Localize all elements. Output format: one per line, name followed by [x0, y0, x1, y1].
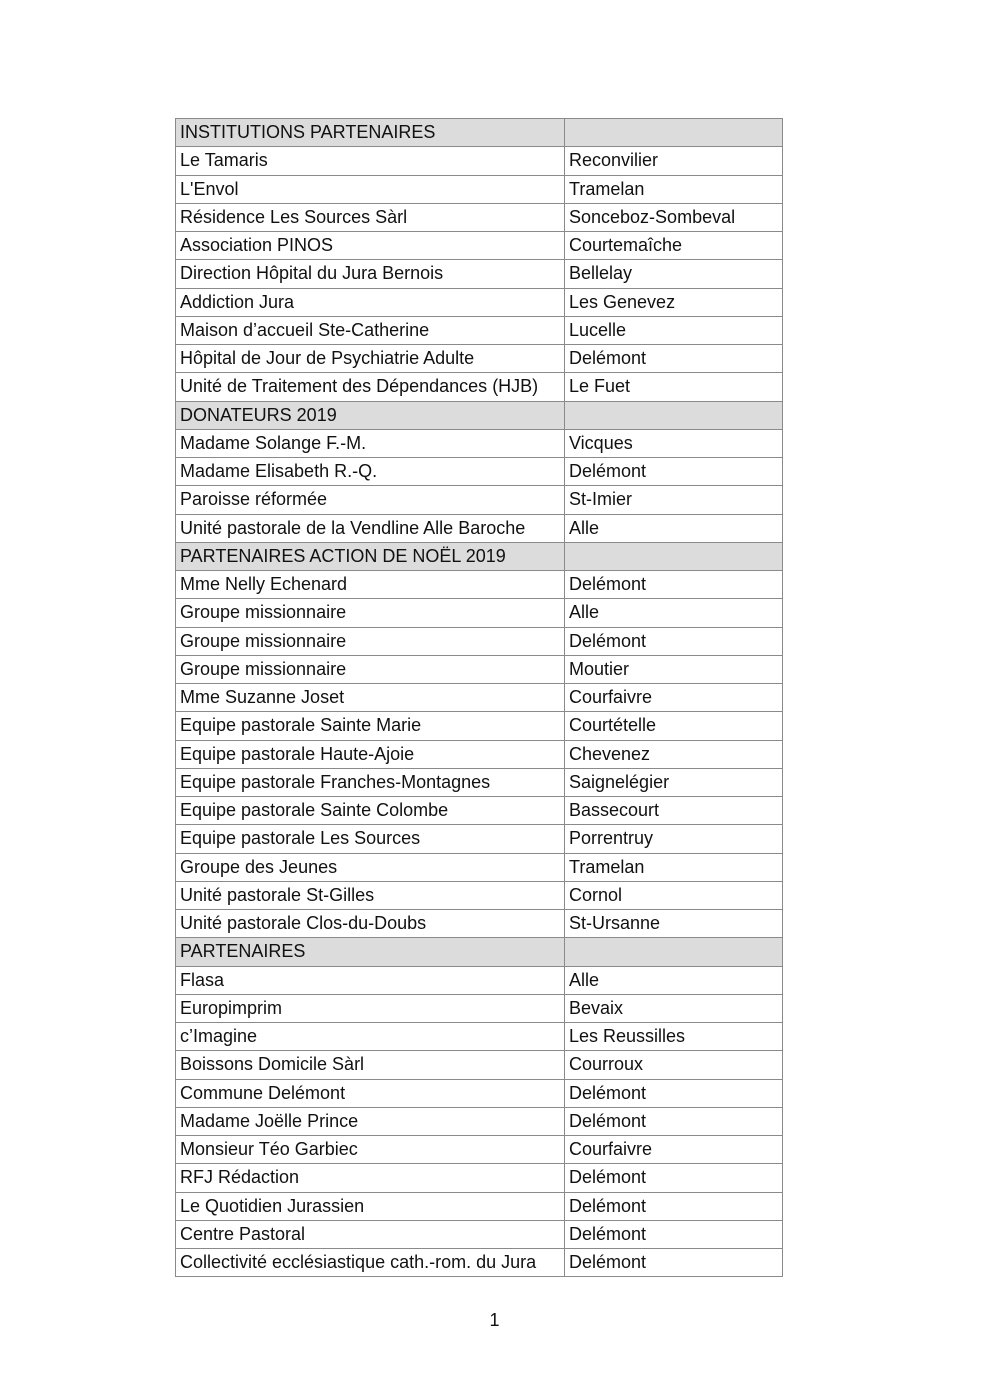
section-title-empty-cell: [565, 938, 783, 966]
table-row: [176, 260, 783, 288]
partner-name-cell: Mme Nelly Echenard: [176, 571, 565, 599]
partners-table-container: [175, 118, 782, 1277]
partner-location-cell: St-Imier: [565, 486, 783, 514]
section-title: DONATEURS 2019: [176, 401, 565, 429]
table-row: [176, 514, 783, 542]
table-row: [176, 203, 783, 231]
section-header-row: [176, 938, 783, 966]
partners-table: [175, 118, 783, 1277]
partner-location-cell: Porrentruy: [565, 825, 783, 853]
partner-location-cell: Tramelan: [565, 853, 783, 881]
partner-name-cell: Unité pastorale Clos-du-Doubs: [176, 910, 565, 938]
page-number: 1: [489, 1310, 500, 1330]
partner-name-cell: Equipe pastorale Sainte Colombe: [176, 797, 565, 825]
table-row: [176, 1079, 783, 1107]
partner-name-cell: Maison d’accueil Ste-Catherine: [176, 316, 565, 344]
partner-name-cell: Collectivité ecclésiastique cath.-rom. du Jura: [176, 1249, 565, 1277]
partner-location-cell: Cornol: [565, 881, 783, 909]
table-row: [176, 655, 783, 683]
table-row: [176, 373, 783, 401]
partner-name-cell: Direction Hôpital du Jura Bernois: [176, 260, 565, 288]
partner-location-cell: Le Fuet: [565, 373, 783, 401]
partner-name-cell: RFJ Rédaction: [176, 1164, 565, 1192]
partner-name-cell: Groupe missionnaire: [176, 627, 565, 655]
partner-name-cell: Addiction Jura: [176, 288, 565, 316]
partner-location-cell: Bellelay: [565, 260, 783, 288]
partner-location-cell: Chevenez: [565, 740, 783, 768]
table-row: [176, 825, 783, 853]
partner-location-cell: Courfaivre: [565, 684, 783, 712]
partner-name-cell: Groupe missionnaire: [176, 599, 565, 627]
section-title: INSTITUTIONS PARTENAIRES: [176, 119, 565, 147]
partner-location-cell: Delémont: [565, 345, 783, 373]
table-row: [176, 1107, 783, 1135]
section-title: PARTENAIRES ACTION DE NOËL 2019: [176, 542, 565, 570]
partner-name-cell: Le Quotidien Jurassien: [176, 1192, 565, 1220]
section-title-empty-cell: [565, 119, 783, 147]
partner-location-cell: Delémont: [565, 1192, 783, 1220]
partner-name-cell: Mme Suzanne Joset: [176, 684, 565, 712]
partner-name-cell: Equipe pastorale Haute-Ajoie: [176, 740, 565, 768]
partner-name-cell: Madame Joëlle Prince: [176, 1107, 565, 1135]
table-row: [176, 232, 783, 260]
table-row: [176, 316, 783, 344]
partner-name-cell: Equipe pastorale Franches-Montagnes: [176, 768, 565, 796]
table-row: [176, 881, 783, 909]
partner-location-cell: Tramelan: [565, 175, 783, 203]
partner-location-cell: Les Genevez: [565, 288, 783, 316]
table-row: [176, 627, 783, 655]
table-row: [176, 1136, 783, 1164]
table-row: [176, 1220, 783, 1248]
partner-location-cell: Saignelégier: [565, 768, 783, 796]
partner-location-cell: Courtételle: [565, 712, 783, 740]
table-row: [176, 797, 783, 825]
partner-name-cell: Commune Delémont: [176, 1079, 565, 1107]
partner-name-cell: Equipe pastorale Sainte Marie: [176, 712, 565, 740]
section-title-empty-cell: [565, 401, 783, 429]
table-row: [176, 1249, 783, 1277]
table-row: [176, 1164, 783, 1192]
partner-name-cell: Unité de Traitement des Dépendances (HJB): [176, 373, 565, 401]
partner-name-cell: Madame Elisabeth R.-Q.: [176, 458, 565, 486]
partner-location-cell: Alle: [565, 966, 783, 994]
partner-location-cell: Courfaivre: [565, 1136, 783, 1164]
partner-name-cell: Association PINOS: [176, 232, 565, 260]
table-row: [176, 429, 783, 457]
partner-location-cell: Bassecourt: [565, 797, 783, 825]
partner-name-cell: Equipe pastorale Les Sources: [176, 825, 565, 853]
table-row: [176, 571, 783, 599]
partner-location-cell: Delémont: [565, 1249, 783, 1277]
table-row: [176, 1051, 783, 1079]
table-row: [176, 147, 783, 175]
table-row: [176, 288, 783, 316]
table-row: [176, 458, 783, 486]
partner-location-cell: Delémont: [565, 1107, 783, 1135]
section-title: PARTENAIRES: [176, 938, 565, 966]
partners-table-body: [176, 119, 783, 1277]
table-row: [176, 345, 783, 373]
partner-location-cell: Lucelle: [565, 316, 783, 344]
table-row: [176, 684, 783, 712]
partner-name-cell: Monsieur Téo Garbiec: [176, 1136, 565, 1164]
table-row: [176, 712, 783, 740]
table-row: [176, 768, 783, 796]
partner-name-cell: Madame Solange F.-M.: [176, 429, 565, 457]
partner-name-cell: c’Imagine: [176, 1023, 565, 1051]
partner-name-cell: Unité pastorale St-Gilles: [176, 881, 565, 909]
partner-location-cell: Sonceboz-Sombeval: [565, 203, 783, 231]
partner-name-cell: Unité pastorale de la Vendline Alle Baroche: [176, 514, 565, 542]
table-row: [176, 994, 783, 1022]
partner-location-cell: Delémont: [565, 458, 783, 486]
partner-location-cell: Delémont: [565, 1079, 783, 1107]
partner-location-cell: Delémont: [565, 627, 783, 655]
partner-name-cell: Centre Pastoral: [176, 1220, 565, 1248]
partner-location-cell: Alle: [565, 599, 783, 627]
partner-location-cell: St-Ursanne: [565, 910, 783, 938]
partner-location-cell: Moutier: [565, 655, 783, 683]
partner-name-cell: Flasa: [176, 966, 565, 994]
partner-name-cell: Résidence Les Sources Sàrl: [176, 203, 565, 231]
table-row: [176, 910, 783, 938]
partner-location-cell: Delémont: [565, 571, 783, 599]
partner-name-cell: Paroisse réformée: [176, 486, 565, 514]
partner-location-cell: Bevaix: [565, 994, 783, 1022]
table-row: [176, 853, 783, 881]
section-header-row: [176, 542, 783, 570]
table-row: [176, 175, 783, 203]
table-row: [176, 740, 783, 768]
section-title-empty-cell: [565, 542, 783, 570]
partner-name-cell: Le Tamaris: [176, 147, 565, 175]
partner-location-cell: Reconvilier: [565, 147, 783, 175]
partner-name-cell: L'Envol: [176, 175, 565, 203]
table-row: [176, 486, 783, 514]
partner-name-cell: Europimprim: [176, 994, 565, 1022]
partner-location-cell: Delémont: [565, 1220, 783, 1248]
section-header-row: [176, 401, 783, 429]
partner-location-cell: Courtemaîche: [565, 232, 783, 260]
partner-location-cell: Delémont: [565, 1164, 783, 1192]
partner-location-cell: Alle: [565, 514, 783, 542]
table-row: [176, 599, 783, 627]
partner-name-cell: Groupe missionnaire: [176, 655, 565, 683]
table-row: [176, 1023, 783, 1051]
partner-location-cell: Courroux: [565, 1051, 783, 1079]
partner-location-cell: Les Reussilles: [565, 1023, 783, 1051]
partner-name-cell: Groupe des Jeunes: [176, 853, 565, 881]
section-header-row: [176, 119, 783, 147]
table-row: [176, 1192, 783, 1220]
partner-name-cell: Hôpital de Jour de Psychiatrie Adulte: [176, 345, 565, 373]
partner-location-cell: Vicques: [565, 429, 783, 457]
partner-name-cell: Boissons Domicile Sàrl: [176, 1051, 565, 1079]
table-row: [176, 966, 783, 994]
